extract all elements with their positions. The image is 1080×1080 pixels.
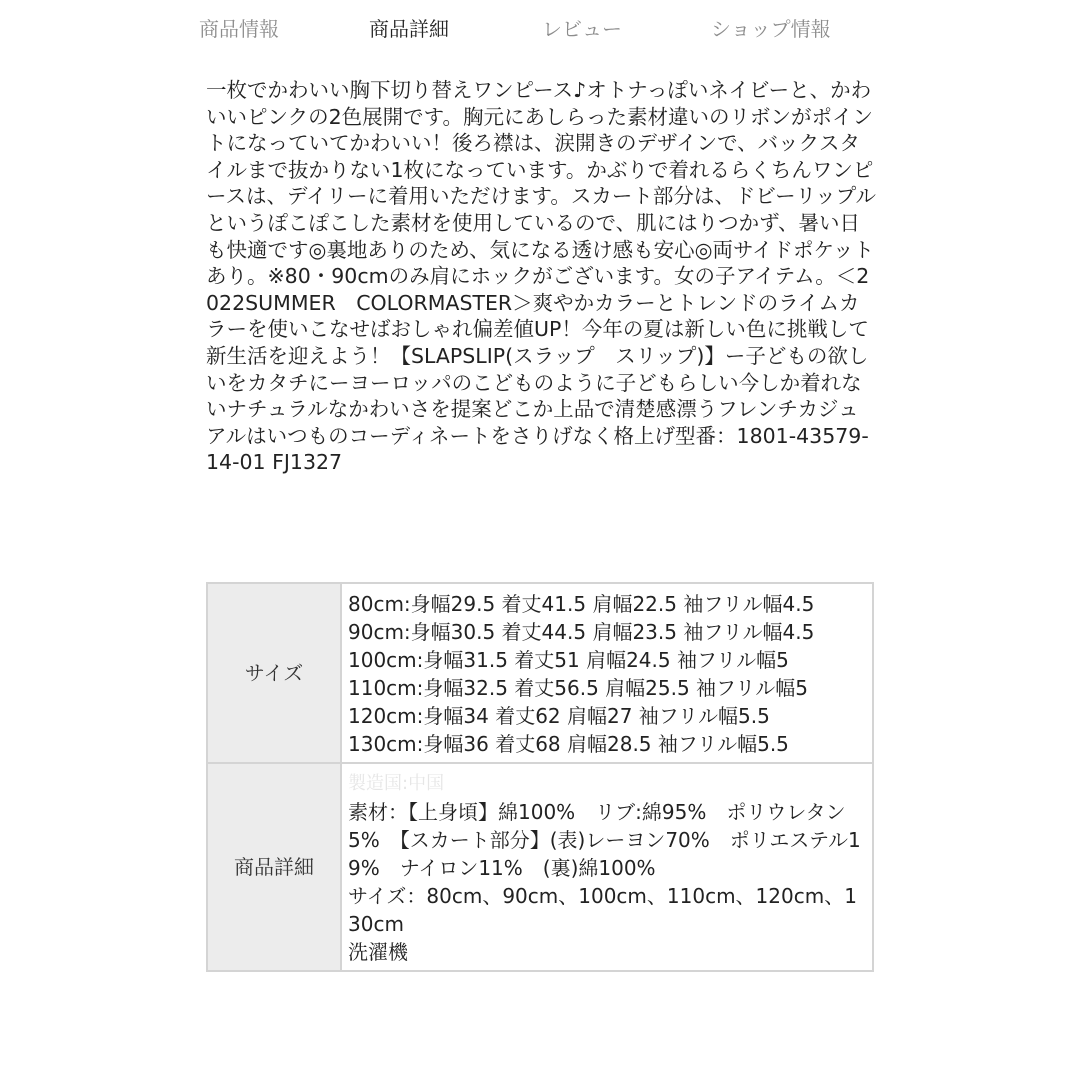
spec-table [206,582,874,972]
size-line-110: 110cm:身幅32.5 着丈56.5 肩幅25.5 袖フリル幅5 [348,676,808,700]
tab-product-info[interactable]: 商品情報 [199,17,279,41]
spec-value-size [341,583,873,763]
spec-label-size: サイズ [207,583,341,763]
spec-row-details [207,763,873,971]
material-line: 素材：【上身頃】綿100% リブ:綿95% ポリウレタン5% 【スカート部分】(表)レーヨン70% ポリエステル19% ナイロン11% (裏)綿100% [348,800,861,880]
tab-reviews[interactable]: レビュー [542,17,622,41]
size-line-100: 100cm:身幅31.5 着丈51 肩幅24.5 袖フリル幅5 [348,648,789,672]
tab-product-details[interactable]: 商品詳細 [369,17,449,41]
spec-label-details: 商品詳細 [207,763,341,971]
size-line-90: 90cm:身幅30.5 着丈44.5 肩幅23.5 袖フリル幅4.5 [348,620,815,644]
size-line-120: 120cm:身幅34 着丈62 肩幅27 袖フリル幅5.5 [348,704,770,728]
size-line-130: 130cm:身幅36 着丈68 肩幅28.5 袖フリル幅5.5 [348,732,789,756]
washing-line: 洗濯機 [348,940,408,964]
spec-row-size [207,583,873,763]
tab-shop-info[interactable]: ショップ情報 [711,17,831,41]
product-description: 一枚でかわいい胸下切り替えワンピース♪オトナっぽいネイビーと、かわいいピンクの2色展開です。胸元にあしらった素材違いのリボンがポイントになっていてかわいい！後ろ襟は、涙開きのデザインで、バックスタイルまで抜かりない1枚になっています。かぶりで着れるらくちんワンピースは、デイリーに着用いただけます。スカート部分は、ドビーリップルというぽこぽこした素材を使用しているので、肌にはりつかず、暑い日も快適です◎裏地ありのため、気になる透け感も安心◎両サイドポケットあり。※80・90cmのみ肩にホックがございます。女の子アイテム。＜2022SUMMER COLORMASTER＞爽やかカラーとトレンドのライムカラーを使いこなせばおしゃれ偏差値UP！今年の夏は新しい色に挑戦して新生活を迎えよう！【SLAPSLIP(スラップ スリップ)】ー子どもの欲しいをカタチにーヨーロッパのこどものように子どもらしい今しか着れないナチュラルなかわいさを提案どこか上品で清楚感漂うフレンチカジュアルはいつものコーディネートをさりげなく格上げ型番：1801-43579-14-01 FJ1327 [206,78,876,475]
spec-value-details [341,763,873,971]
size-list-line: サイズ：80cm、90cm、100cm、110cm、120cm、130cm [348,884,857,936]
origin-line: 製造国:中国 [348,773,445,794]
tab-bar [0,0,1080,60]
size-line-80: 80cm:身幅29.5 着丈41.5 肩幅22.5 袖フリル幅4.5 [348,592,815,616]
